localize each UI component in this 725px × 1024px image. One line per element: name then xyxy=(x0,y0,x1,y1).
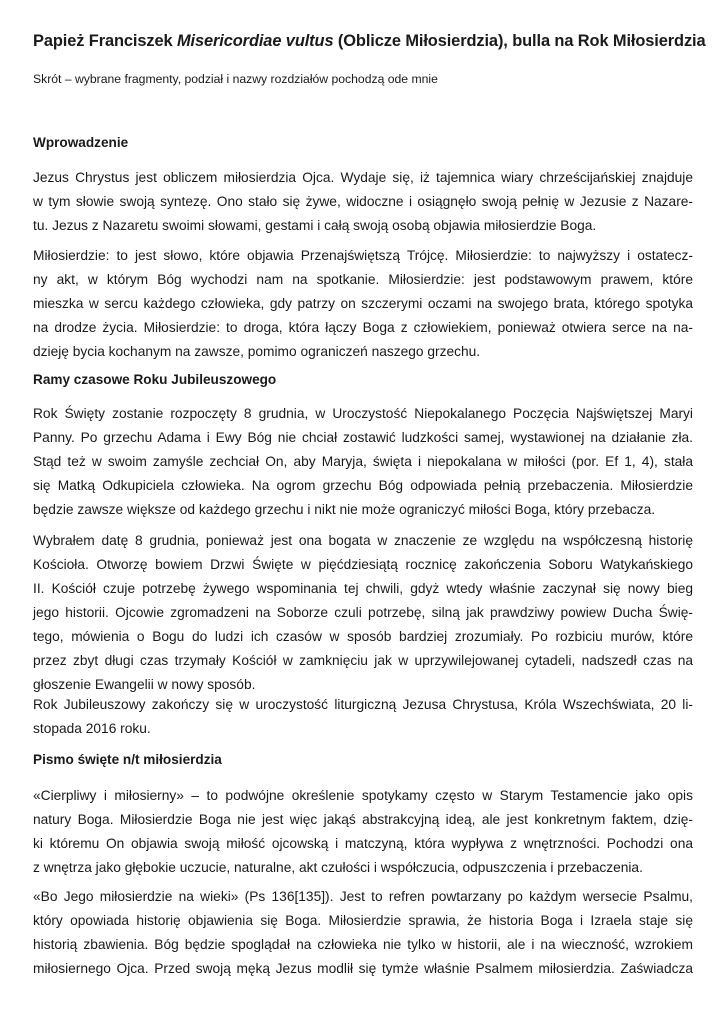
paragraph xyxy=(33,244,693,364)
text-line: «Bo Jego miłosierdzie na wieki» (Ps 136[135]). Jest to refren powtarzany po każdym wersecie Psalmu, xyxy=(33,889,693,904)
text-line: Stąd też w swoim zamyśle zechciał On, aby Maryja, święta i niepokalana w miłości (por. Ef 1, 4), stała xyxy=(33,454,693,469)
text-line: historią zbawienia. Bóg będzie spoglądał na człowieka nie tylko w historii, ale i na wieczność, wzrokiem xyxy=(33,937,693,952)
title-prefix: Papież Franciszek xyxy=(33,32,177,50)
paragraph xyxy=(33,402,693,522)
text-line: Miłosierdzie: to jest słowo, które objawia Przenajświętszą Trójcę. Miłosierdzie: to najwyższy i ostatecz- xyxy=(33,248,693,263)
document-title xyxy=(33,32,713,51)
section-heading-jubilee: Ramy czasowe Roku Jubileuszowego xyxy=(33,372,277,387)
text-line: Panny. Po grzechu Adama i Ewy Bóg nie chciał zostawić ludzkości samej, wystawionej na działanie zła. xyxy=(33,430,693,445)
text-line: na drodze życia. Miłosierdzie: to droga, która łączy Boga z człowiekiem, ponieważ otwiera serce na na- xyxy=(33,320,693,335)
section-heading-intro: Wprowadzenie xyxy=(33,135,129,150)
paragraph xyxy=(33,166,693,238)
text-line: Jezus Chrystus jest obliczem miłosierdzia Ojca. Wydaje się, iż tajemnica wiary chrześcijańskiej znajduje xyxy=(33,170,693,185)
text-line: w tym słowie swoją syntezę. Ono stało się żywe, widoczne i osiągnęło swoją pełnię w Jezusie z Nazare- xyxy=(33,194,693,209)
text-line: miłosiernego Ojca. Przed swoją męką Jezus modlił się tymże właśnie Psalmem miłosierdzia. Zaświadcza xyxy=(33,961,693,976)
paragraph xyxy=(33,885,693,981)
text-line: będzie zawsze większe od każdego grzechu i nikt nie może ograniczyć miłości Boga, który przebacza. xyxy=(33,502,656,517)
title-suffix: (Oblicze Miłosierdzia), bulla na Rok Miłosierdzia xyxy=(333,32,706,50)
text-line: tego, mówienia o Bogu do ludzi ich czasów w sposób bardziej zrozumiały. Po rozbiciu murów, które xyxy=(33,629,693,644)
text-line: dzieję bycia kochanym na zawsze, pomimo ograniczeń naszego grzechu. xyxy=(33,344,481,359)
text-line: jego historii. Ojcowie zgromadzeni na Soborze czuli potrzebę, silną jak prawdziwy powiew Ducha Świę- xyxy=(33,605,693,620)
text-line: mieszka w sercu każdego człowieka, gdy patrzy on szczerymi oczami na swojego brata, którego spotyka xyxy=(33,296,693,311)
document-subtitle: Skrót – wybrane fragmenty, podział i nazwy rozdziałów pochodzą ode mnie xyxy=(33,72,438,86)
text-line: natury Boga. Miłosierdzie Boga nie jest więc jakąś abstrakcyjną ideą, ale jest konkretnym faktem, dzię- xyxy=(33,812,693,827)
title-italic: Misericordiae vultus xyxy=(176,32,334,50)
section-heading-scripture: Pismo święte n/t miłosierdzia xyxy=(33,752,222,767)
text-line: który opowiada historię objawienia się Boga. Miłosierdzie sprawia, że historia Boga i Izraela staje się xyxy=(33,913,693,928)
text-line: II. Kościół czuje potrzebę żywego wspominania tej chwili, gdyż wtedy właśnie zaczynał się nowy bieg xyxy=(33,581,693,596)
paragraph xyxy=(33,784,693,880)
paragraph xyxy=(33,529,693,697)
text-line: Wybrałem datę 8 grudnia, ponieważ jest ona bogata w znaczenie ze względu na współczesną historię xyxy=(33,533,693,548)
text-line: «Cierpliwy i miłosierny» – to podwójne określenie spotykamy często w Starym Testamencie jako opis xyxy=(33,788,693,803)
paragraph xyxy=(33,693,693,741)
text-line: się Matką Odkupiciela człowieka. Na ogrom grzechu Bóg odpowiada pełnią przebaczenia. Miłosierdzie xyxy=(33,478,693,493)
text-line: głoszenie Ewangelii w nowy sposób. xyxy=(33,677,256,692)
text-line: Kościoła. Otworzę bowiem Drzwi Święte w pięćdziesiątą rocznicę zakończenia Soboru Watykańskiego xyxy=(33,557,693,572)
text-line: Rok Święty zostanie rozpoczęty 8 grudnia, w Uroczystość Niepokalanego Poczęcia Najświętszej Maryi xyxy=(33,406,693,421)
text-line: tu. Jezus z Nazaretu swoimi słowami, gestami i całą swoją osobą objawia miłosierdzie Boga. xyxy=(33,218,597,233)
text-line: ki któremu On objawia swoją miłość ojcowską i matczyną, która wypływa z wnętrzności. Pochodzi ona xyxy=(33,836,693,851)
text-line: przez zbyt długi czas trzymały Kościół w zamknięciu jak w uprzywilejowanej cytadeli, nadszedł czas na xyxy=(33,653,693,668)
text-line: Rok Jubileuszowy zakończy się w uroczystość liturgiczną Jezusa Chrystusa, Króla Wszechświata, 20 li- xyxy=(33,697,693,712)
text-line: stopada 2016 roku. xyxy=(33,721,151,736)
text-line: z wnętrza jako głębokie uczucie, naturalne, akt czułości i współczucia, odpuszczenia i przebaczenia. xyxy=(33,860,643,875)
text-line: ny akt, w którym Bóg wychodzi nam na spotkanie. Miłosierdzie: jest podstawowym prawem, które xyxy=(33,272,693,287)
